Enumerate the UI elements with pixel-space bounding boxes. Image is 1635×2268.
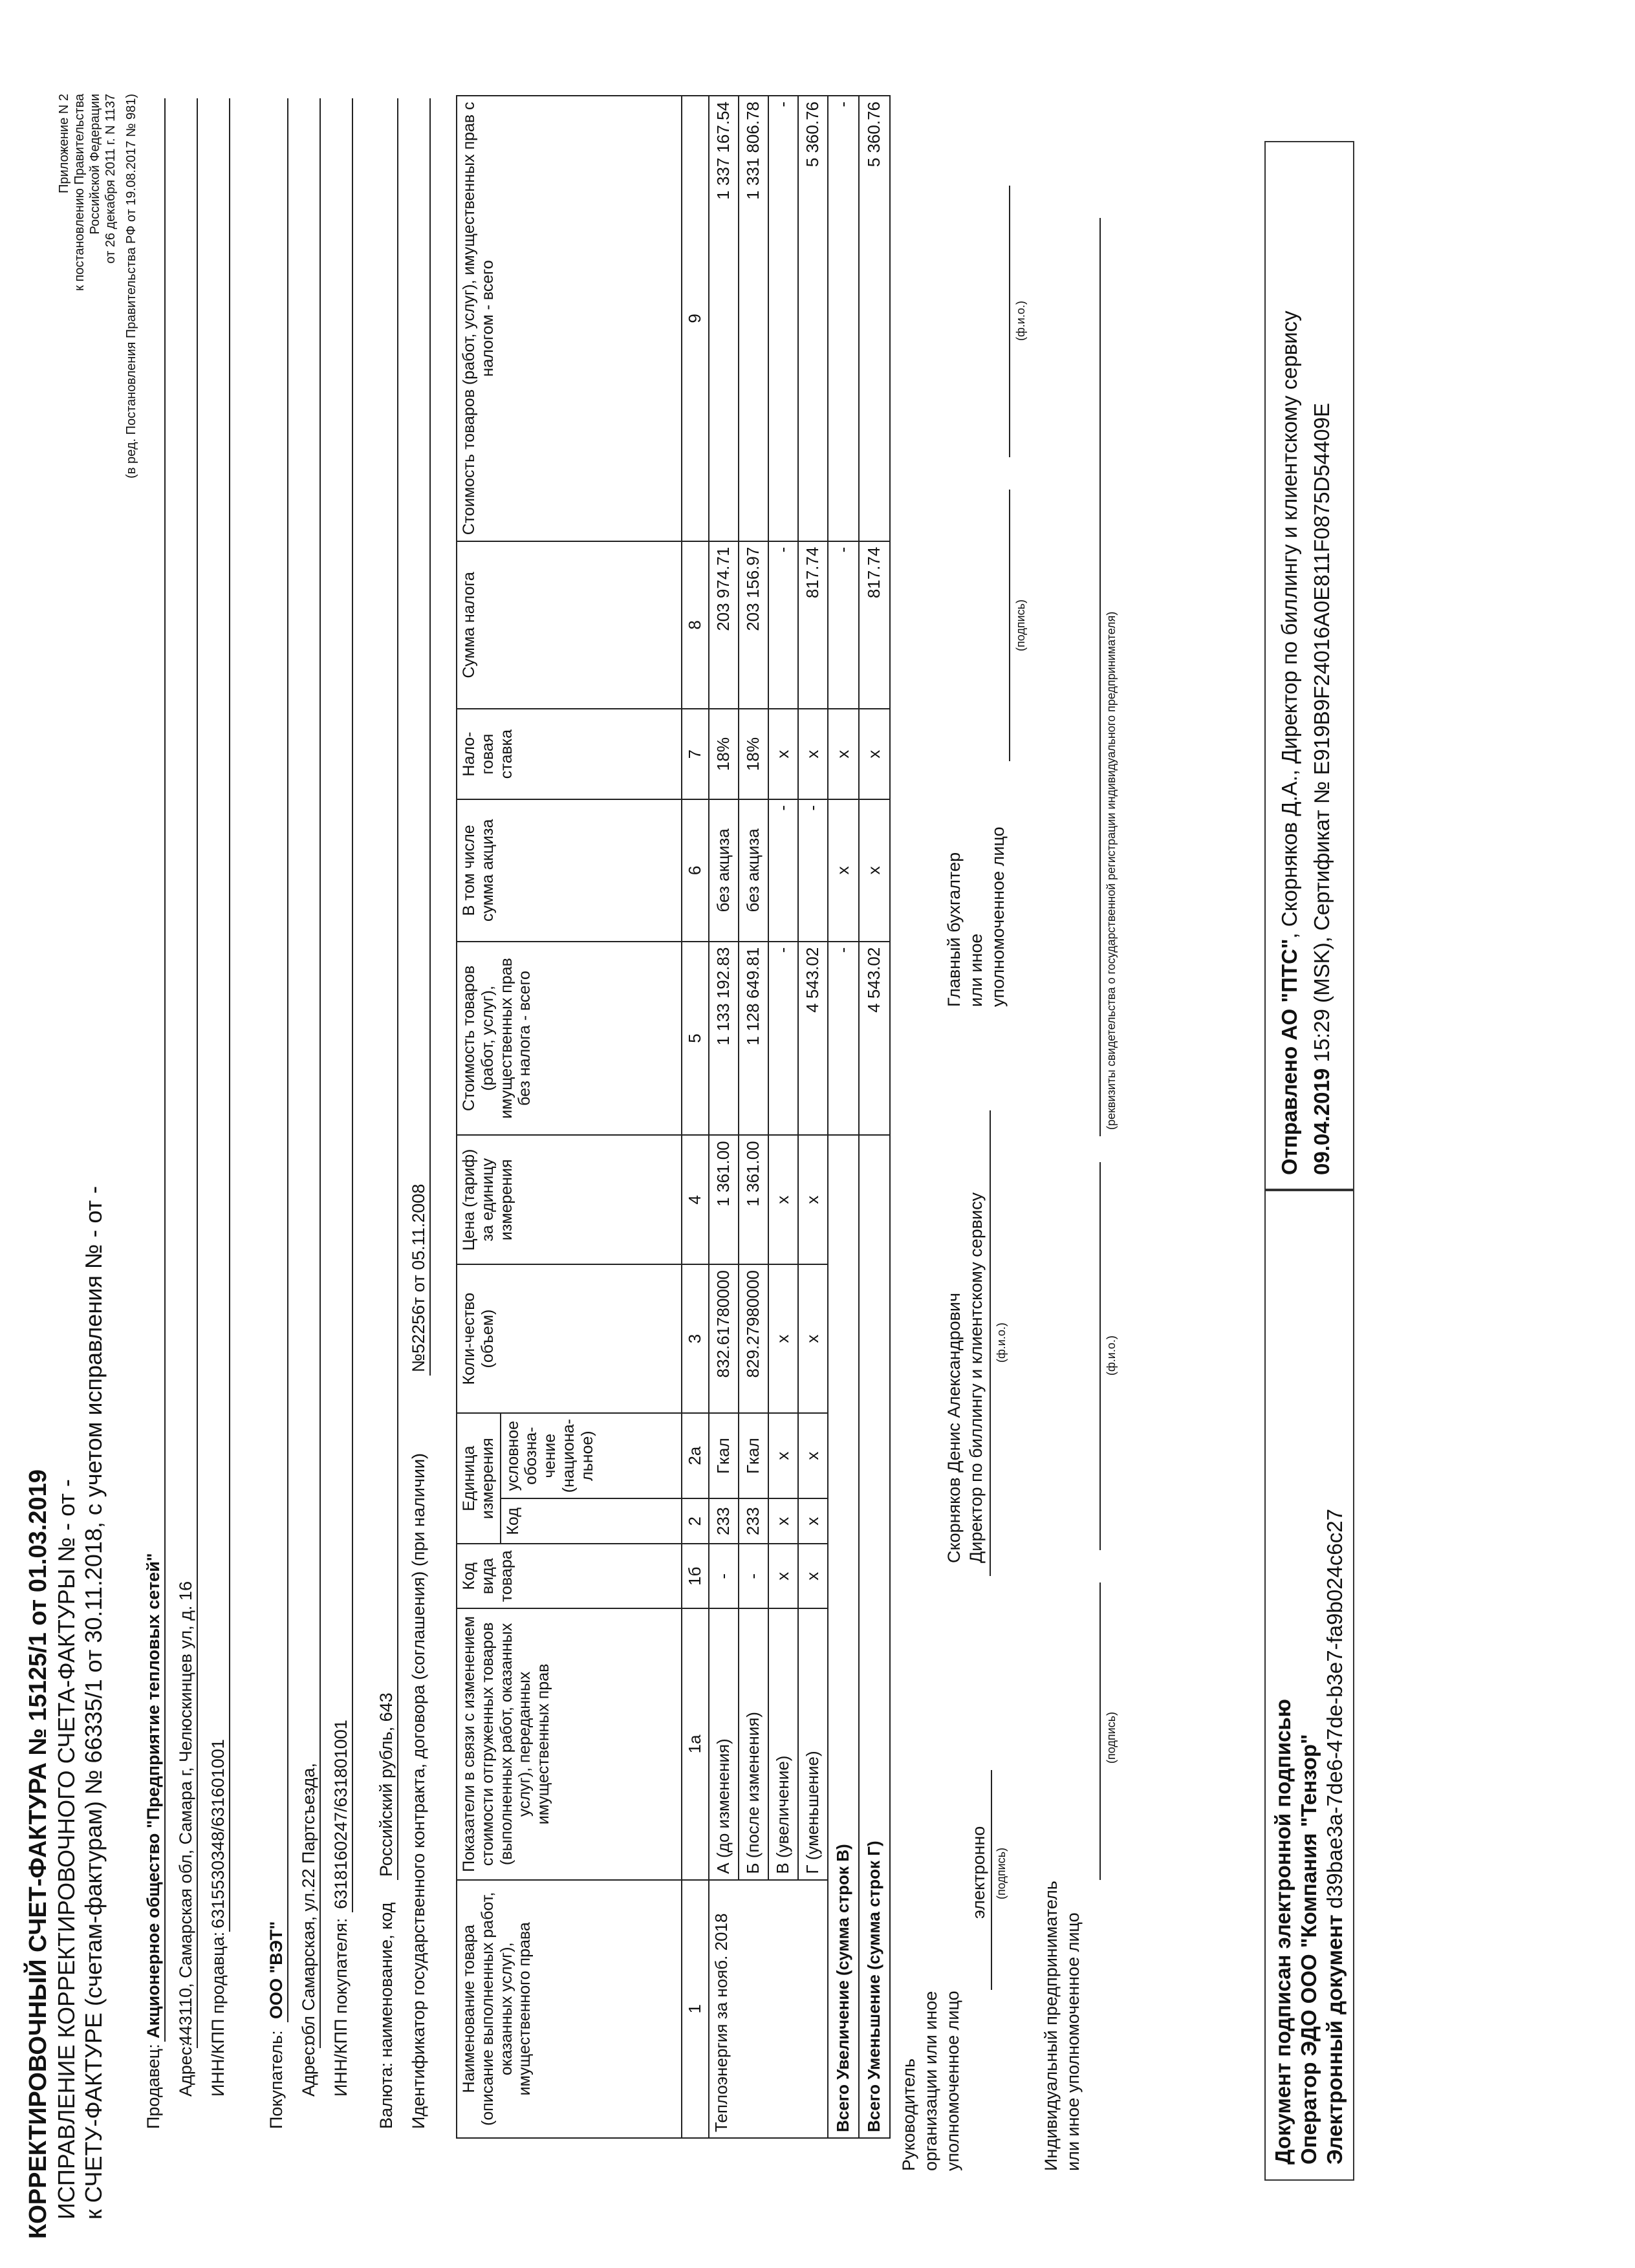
row-a-tax: 203 974.71 bbox=[709, 541, 739, 709]
colnum-7: 7 bbox=[682, 709, 709, 799]
row-g-label: Г (уменьшение) bbox=[798, 1608, 828, 1879]
row-b-kind: - bbox=[739, 1544, 768, 1608]
row-v-price: x bbox=[768, 1135, 798, 1264]
accountant-name-caption: (ф.и.о.) bbox=[1014, 301, 1027, 341]
edo-doc-label-text: Электронный документ bbox=[1323, 1914, 1347, 2165]
head-signature-line bbox=[991, 1770, 992, 1990]
colnum-4: 4 bbox=[682, 1135, 709, 1264]
row-v-kind: x bbox=[768, 1544, 798, 1608]
head-name-line bbox=[990, 1110, 991, 1576]
row-b-code: 233 bbox=[739, 1498, 768, 1544]
buyer-address-underline bbox=[319, 98, 321, 2048]
buyer-inn: 6318160247/631801001 bbox=[331, 1720, 351, 1909]
total-increase-sum: - bbox=[828, 942, 859, 1136]
contract-value: №52256т от 05.11.2008 bbox=[409, 1183, 428, 1372]
currency-label: Валюта: наименование, код bbox=[376, 1902, 396, 2129]
edo-cert-line bbox=[1310, 403, 1334, 1175]
row-g-unit: x bbox=[798, 1413, 828, 1498]
edo-cert-details: 15:29 (MSK), Сертификат № E919B9F24016A0E811F0875D54409E bbox=[1310, 402, 1334, 1063]
accountant-label-3: уполномоченное лицо bbox=[988, 826, 1008, 1007]
header-indicators: Показатели в связи с изменением стоимости отгруженных товаров (выполненных работ, оказанных услуг), переданных имущественных прав bbox=[457, 1608, 682, 1879]
row-b-rate: 18% bbox=[739, 709, 768, 799]
total-increase-tax: - bbox=[828, 541, 859, 709]
row-b-label: Б (после изменения) bbox=[739, 1608, 768, 1879]
invoice-reference-line: к СЧЕТУ-ФАКТУРЕ (счетам-фактурам) № 66335/1 от 30.11.2018, с учетом исправления № - от - bbox=[80, 1185, 107, 2219]
row-a-sum: 1 133 192.83 bbox=[709, 942, 739, 1136]
edo-sent-label: Отправлено АО "ПТС" bbox=[1277, 938, 1301, 1175]
item-name: Теплоэнергия за нояб. 2018 bbox=[709, 1880, 828, 2138]
ip-label-2: или иное уполномоченное лицо bbox=[1063, 1912, 1083, 2171]
ip-details-line bbox=[1099, 218, 1101, 1136]
head-name: Скорняков Денис Александрович bbox=[944, 1292, 964, 1563]
total-increase-label: Всего Увеличение (сумма строк В) bbox=[828, 1135, 859, 2138]
header-unit-symbol: условное обозна-чение (национа-льное) bbox=[501, 1413, 682, 1498]
total-increase-rate: x bbox=[828, 709, 859, 799]
row-v-excise: - bbox=[768, 799, 798, 942]
header-unit-group: Единица измерения bbox=[457, 1413, 501, 1544]
header-row-1 bbox=[457, 96, 501, 2138]
edo-sent-date: 09.04.2019 bbox=[1310, 1068, 1334, 1175]
currency-value: Российский рубль, 643 bbox=[376, 1692, 396, 1877]
seller-name: Акционерное общество "Предприятие тепловых сетей" bbox=[144, 1553, 163, 2038]
colnum-1b: 1б bbox=[682, 1544, 709, 1608]
ip-signature-line bbox=[1099, 1582, 1101, 1880]
table-row-a bbox=[709, 96, 739, 2138]
row-g-total: 5 360.76 bbox=[798, 96, 828, 541]
header-price: Цена (тариф) за единицу измерения bbox=[457, 1135, 682, 1264]
header-total-with-tax: Стоимость товаров (работ, услуг), имущественных прав с налогом - всего bbox=[457, 96, 682, 541]
accountant-name-line bbox=[1009, 186, 1010, 457]
row-b-qty: 829.27980000 bbox=[739, 1264, 768, 1413]
colnum-3: 3 bbox=[682, 1264, 709, 1413]
header-unit-code: Код bbox=[501, 1498, 682, 1544]
colnum-2: 2 bbox=[682, 1498, 709, 1544]
currency-underline bbox=[397, 98, 398, 1880]
total-increase-excise: x bbox=[828, 799, 859, 942]
accountant-signature-caption: (подпись) bbox=[1014, 599, 1027, 651]
seller-inn-underline bbox=[229, 98, 230, 1932]
seller-inn-label: ИНН/КПП продавца: bbox=[208, 1931, 228, 2097]
buyer-address-label: Адрес: bbox=[299, 2042, 318, 2097]
ip-name-caption: (ф.и.о.) bbox=[1105, 1335, 1118, 1376]
buyer-inn-underline bbox=[352, 98, 353, 1912]
row-a-rate: 18% bbox=[709, 709, 739, 799]
buyer-address: обл Самарская, ул.22 Партсъезда, bbox=[299, 1763, 318, 2045]
row-v-tax: - bbox=[768, 541, 798, 709]
row-b-tax: 203 156.97 bbox=[739, 541, 768, 709]
row-b-excise: без акциза bbox=[739, 799, 768, 942]
head-label-3: уполномоченное лицо bbox=[943, 1991, 962, 2171]
total-decrease-excise: x bbox=[859, 799, 890, 942]
row-v-sum: - bbox=[768, 942, 798, 1136]
accountant-label-1: Главный бухгалтер bbox=[944, 852, 964, 1007]
row-g-kind: x bbox=[798, 1544, 828, 1608]
head-label-1: Руководитель bbox=[899, 2058, 918, 2171]
head-signature-electronic: электронно bbox=[969, 1826, 988, 1919]
total-decrease-label: Всего Уменьшение (сумма строк Г) bbox=[859, 1135, 890, 2138]
seller-underline bbox=[164, 98, 166, 2042]
ip-signature-caption: (подпись) bbox=[1105, 1711, 1118, 1764]
contract-underline bbox=[429, 98, 431, 1376]
row-g-price: x bbox=[798, 1135, 828, 1264]
row-a-label: А (до изменения) bbox=[709, 1608, 739, 1879]
column-number-row bbox=[682, 96, 709, 2138]
colnum-6: 6 bbox=[682, 799, 709, 942]
accountant-label-2: или иное bbox=[966, 933, 986, 1007]
appendix-line-3: Российской Федерации bbox=[88, 94, 102, 235]
colnum-2a: 2а bbox=[682, 1413, 709, 1498]
head-signature-caption: (подпись) bbox=[995, 1847, 1008, 1899]
row-v-code: x bbox=[768, 1498, 798, 1544]
table-row-g bbox=[798, 96, 828, 2138]
header-sum-without-tax: Стоимость товаров (работ, услуг), имущественных прав без налога - всего bbox=[457, 942, 682, 1136]
row-v-unit: x bbox=[768, 1413, 798, 1498]
row-a-price: 1 361.00 bbox=[709, 1135, 739, 1264]
row-v-total: - bbox=[768, 96, 798, 541]
colnum-9: 9 bbox=[682, 96, 709, 541]
edo-sent-line bbox=[1277, 310, 1302, 1175]
seller-label: Продавец: bbox=[144, 2044, 163, 2129]
buyer-underline bbox=[287, 98, 288, 2022]
edo-operator-line: Оператор ЭДО ООО "Компания "Тензор" bbox=[1297, 1734, 1321, 2165]
total-decrease-rate: x bbox=[859, 709, 890, 799]
row-a-kind: - bbox=[709, 1544, 739, 1608]
header-kind-code: Код вида товара bbox=[457, 1544, 682, 1608]
buyer-inn-label: ИНН/КПП покупателя: bbox=[331, 1917, 351, 2097]
seller-inn: 6315530348/631601001 bbox=[208, 1739, 228, 1928]
appendix-line-4: от 26 декабря 2011 г. N 1137 bbox=[103, 94, 118, 264]
total-decrease-sum: 4 543.02 bbox=[859, 942, 890, 1136]
appendix-line-2: к постановлению Правительства bbox=[72, 94, 87, 291]
seller-address-underline bbox=[197, 98, 198, 2048]
table-row-v bbox=[768, 96, 798, 2138]
row-g-qty: x bbox=[798, 1264, 828, 1413]
appendix-line-5: (в ред. Постановления Правительства РФ от 19.08.2017 № 981) bbox=[124, 94, 138, 479]
header-tax-rate: Нало-говая ставка bbox=[457, 709, 682, 799]
invoice-table bbox=[456, 95, 891, 2139]
colnum-8: 8 bbox=[682, 541, 709, 709]
header-quantity: Коли-чество (объем) bbox=[457, 1264, 682, 1413]
edo-signed-line: Документ подписан электронной подписью bbox=[1271, 1699, 1295, 2165]
seller-address-label: Адрес: bbox=[176, 2042, 195, 2097]
appendix-line-1: Приложение N 2 bbox=[57, 94, 71, 193]
row-b-sum: 1 128 649.81 bbox=[739, 942, 768, 1136]
colnum-1a: 1а bbox=[682, 1608, 709, 1879]
row-a-total: 1 337 167.54 bbox=[709, 96, 739, 541]
total-increase-row bbox=[828, 96, 859, 2138]
total-decrease-total: 5 360.76 bbox=[859, 96, 890, 541]
row-v-qty: x bbox=[768, 1264, 798, 1413]
row-g-tax: 817.74 bbox=[798, 541, 828, 709]
ip-label-1: Индивидуальный предприниматель bbox=[1041, 1881, 1061, 2171]
colnum-1: 1 bbox=[682, 1880, 709, 2138]
table-row-b bbox=[739, 96, 768, 2138]
row-g-sum: 4 543.02 bbox=[798, 942, 828, 1136]
seller-address: 443110, Самарская обл, Самара г, Челюскинцев ул, д. 16 bbox=[176, 1581, 195, 2045]
head-label-2: организации или иное bbox=[921, 1991, 940, 2171]
buyer-label: Покупатель: bbox=[266, 2030, 286, 2129]
colnum-5: 5 bbox=[682, 942, 709, 1136]
contract-label: Идентификатор государственного контракта, договора (соглашения) (при наличии) bbox=[409, 1453, 428, 2129]
header-tax-sum: Сумма налога bbox=[457, 541, 682, 709]
document-title: КОРРЕКТИРОВОЧНЫЙ СЧЕТ-ФАКТУРА № 15125/1 от 01.03.2019 bbox=[25, 1469, 52, 2239]
edo-sent-details: , Скорняков Д.А., Директор по биллингу и клиентскому сервису bbox=[1277, 310, 1301, 939]
ip-name-line bbox=[1099, 1162, 1101, 1550]
buyer-name: ООО "ВЭТ" bbox=[266, 1921, 286, 2019]
total-increase-total: - bbox=[828, 96, 859, 541]
row-b-price: 1 361.00 bbox=[739, 1135, 768, 1264]
row-v-rate: x bbox=[768, 709, 798, 799]
row-b-unit: Гкал bbox=[739, 1413, 768, 1498]
row-a-code: 233 bbox=[709, 1498, 739, 1544]
edo-doc-label bbox=[1323, 1509, 1347, 2165]
ip-details-caption: (реквизиты свидетельства о государственной регистрации индивидуального предпринимателя) bbox=[1105, 611, 1118, 1130]
row-b-total: 1 331 806.78 bbox=[739, 96, 768, 541]
total-decrease-row bbox=[859, 96, 890, 2138]
row-g-code: x bbox=[798, 1498, 828, 1544]
row-a-qty: 832.61780000 bbox=[709, 1264, 739, 1413]
edo-doc-id: d39bae3a-7de6-47de-b3e7-fa9b024c6c27 bbox=[1323, 1509, 1347, 1909]
row-g-excise: - bbox=[798, 799, 828, 942]
row-v-label: В (увеличение) bbox=[768, 1608, 798, 1879]
correction-line: ИСПРАВЛЕНИЕ КОРРЕКТИРОВОЧНОГО СЧЕТА-ФАКТУРЫ № - от - bbox=[53, 1479, 80, 2219]
row-a-unit: Гкал bbox=[709, 1413, 739, 1498]
header-product-name: Наименование товара (описание выполненных работ, оказанных услуг), имущественного права bbox=[457, 1880, 682, 2138]
header-excise: В том числе сумма акциза bbox=[457, 799, 682, 942]
head-position: Директор по биллингу и клиентскому сервису bbox=[966, 1192, 986, 1563]
accountant-signature-line bbox=[1009, 490, 1010, 761]
total-decrease-tax: 817.74 bbox=[859, 541, 890, 709]
row-a-excise: без акциза bbox=[709, 799, 739, 942]
row-g-rate: x bbox=[798, 709, 828, 799]
head-name-caption: (ф.и.о.) bbox=[995, 1323, 1008, 1363]
